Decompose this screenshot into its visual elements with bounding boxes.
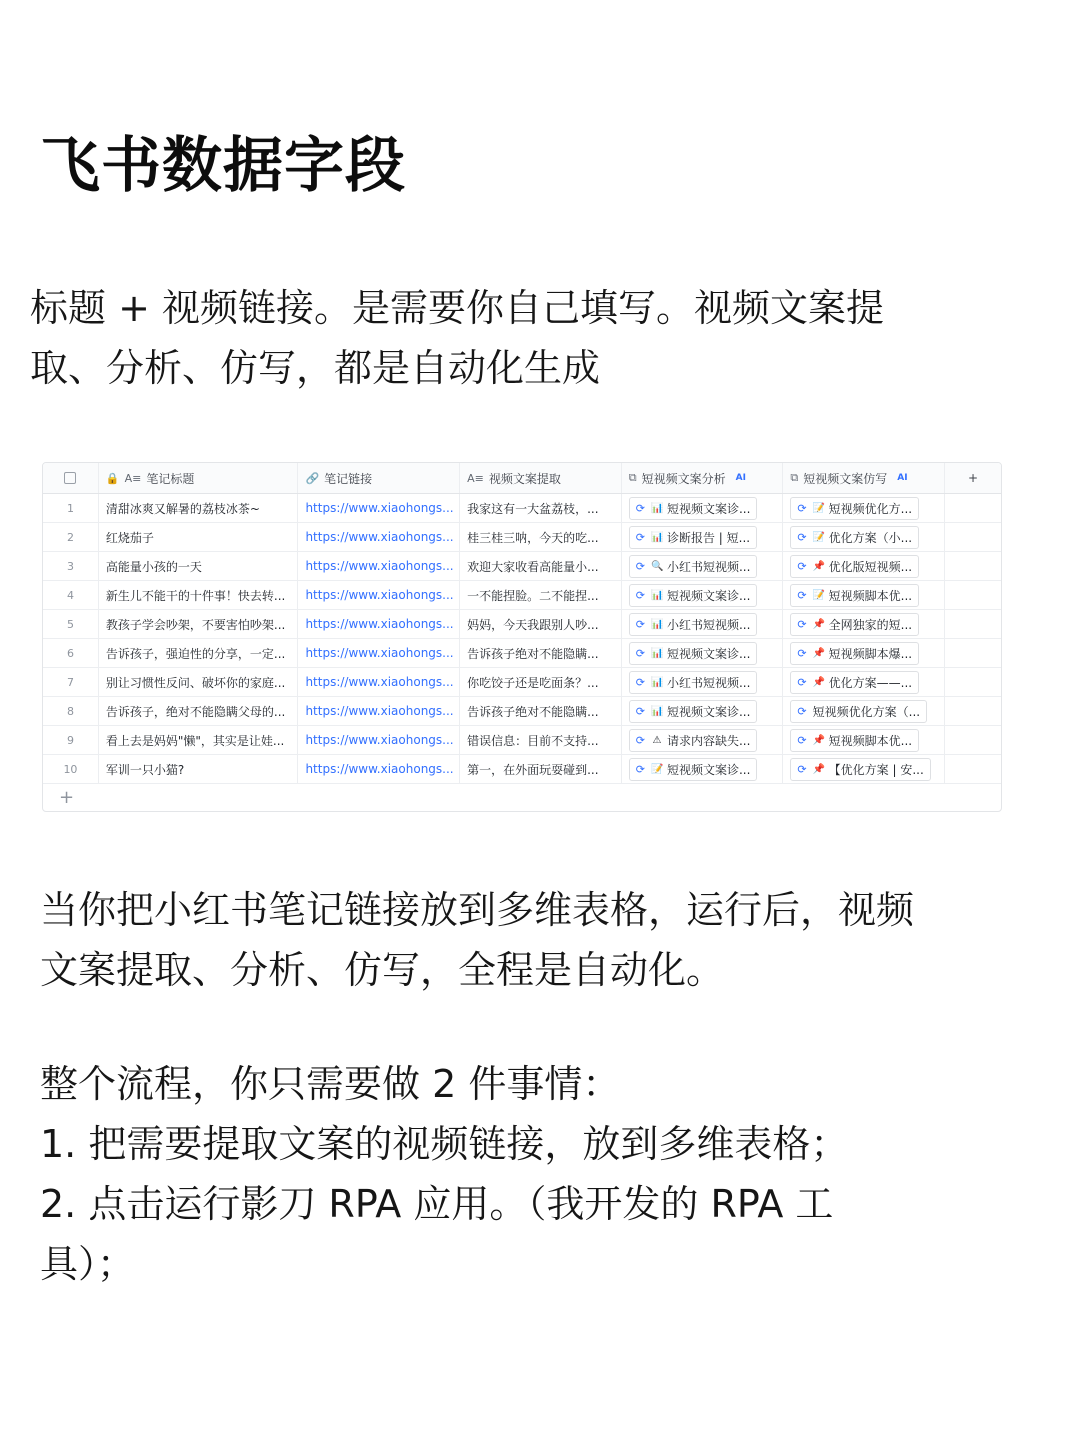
link-text[interactable]: https://www.xiaohongs... [305, 704, 454, 718]
column-header-link-label: 笔记链接 [324, 471, 373, 486]
analysis-doc-pill[interactable] [629, 729, 758, 752]
data-table [42, 462, 1002, 812]
table-row[interactable] [43, 755, 1001, 784]
doc-link-icon: ⟳ [635, 704, 645, 718]
empty-cell [945, 610, 1001, 638]
analysis-cell[interactable] [622, 581, 784, 609]
link-text[interactable]: https://www.xiaohongs... [305, 501, 454, 515]
table-row[interactable] [43, 726, 1001, 755]
imitate-doc-pill[interactable] [790, 497, 919, 520]
select-all-cell[interactable] [43, 463, 99, 493]
column-header-extract[interactable] [460, 463, 622, 493]
linked-doc-icon: ⧉ [790, 471, 799, 484]
link-cell[interactable] [298, 552, 460, 580]
imitate-cell[interactable] [783, 639, 945, 667]
analysis-emoji-icon: ⚠ [652, 734, 662, 746]
ai-badge: AI [735, 473, 746, 483]
imitate-doc-pill[interactable] [790, 613, 919, 636]
row-number: 2 [43, 523, 99, 551]
link-cell[interactable] [298, 755, 460, 783]
analysis-emoji-icon: 📊 [650, 531, 664, 543]
empty-cell [945, 581, 1001, 609]
row-number: 1 [43, 494, 99, 522]
title-cell[interactable] [99, 697, 299, 725]
analysis-doc-pill[interactable] [629, 613, 758, 636]
doc-link-icon: ⟳ [797, 617, 807, 631]
analysis-doc-pill[interactable] [629, 700, 758, 723]
extract-text: 告诉孩子绝对不能隐瞒... [467, 704, 599, 719]
extract-cell[interactable] [460, 755, 622, 783]
analysis-doc-pill[interactable] [629, 758, 758, 781]
analysis-emoji-icon: 📊 [650, 676, 664, 688]
extract-text: 我家这有一大盆荔枝，... [467, 501, 599, 516]
analysis-cell[interactable] [622, 523, 784, 551]
link-text[interactable]: https://www.xiaohongs... [305, 646, 454, 660]
imitate-emoji-icon: 📝 [812, 502, 826, 514]
analysis-doc-title: 短视频文案诊... [666, 501, 751, 516]
imitate-doc-pill[interactable] [790, 526, 919, 549]
link-cell[interactable] [298, 494, 460, 522]
extract-text: 欢迎大家收看高能量小... [467, 559, 599, 574]
row-number: 5 [43, 610, 99, 638]
analysis-doc-title: 短视频文案诊... [666, 588, 751, 603]
imitate-doc-pill[interactable] [790, 729, 919, 752]
analysis-cell[interactable] [622, 668, 784, 696]
link-text[interactable]: https://www.xiaohongs... [305, 733, 454, 747]
title-text: 别让习惯性反问、破坏你的家庭... [105, 675, 286, 690]
empty-cell [945, 755, 1001, 783]
link-cell[interactable] [298, 639, 460, 667]
empty-cell [945, 552, 1001, 580]
extract-cell[interactable] [460, 726, 622, 754]
imitate-doc-title: 优化方案——... [828, 675, 913, 690]
ai-badge: AI [897, 473, 908, 483]
analysis-doc-title: 短视频文案诊... [666, 762, 751, 777]
page-title: 飞书数据字段 [40, 131, 406, 201]
imitate-doc-pill[interactable] [790, 642, 919, 665]
doc-link-icon: ⟳ [635, 733, 645, 747]
lock-icon: 🔒 [105, 471, 120, 485]
doc-link-icon: ⟳ [635, 675, 645, 689]
imitate-cell[interactable] [783, 494, 945, 522]
imitate-doc-title: 全网独家的短... [828, 617, 913, 632]
imitate-cell[interactable] [783, 668, 945, 696]
link-text[interactable]: https://www.xiaohongs... [305, 617, 454, 631]
analysis-emoji-icon: 🔍 [650, 560, 664, 572]
extract-text: 妈妈，今天我跟别人吵... [467, 617, 599, 632]
imitate-doc-pill[interactable] [790, 700, 927, 723]
text-field-icon: A≡ [124, 471, 142, 485]
doc-link-icon: ⟳ [797, 675, 807, 689]
analysis-cell[interactable] [622, 494, 784, 522]
title-text: 高能量小孩的一天 [105, 559, 202, 574]
doc-link-icon: ⟳ [635, 559, 645, 573]
body-paragraph-2: 整个流程，你只需要做 2 件事情： 1. 把需要提取文案的视频链接，放到多维表格； 2. 点击运行影刀 RPA 应用。（我开发的 RPA 工 具）； [40, 1062, 849, 1286]
link-cell[interactable] [298, 610, 460, 638]
imitate-cell[interactable] [783, 523, 945, 551]
imitate-doc-title: 优化版短视频... [828, 559, 913, 574]
title-text: 清甜冰爽又解暑的荔枝冰茶~ [105, 501, 260, 516]
imitate-emoji-icon: 📝 [812, 589, 826, 601]
row-number: 9 [43, 726, 99, 754]
imitate-cell[interactable] [783, 581, 945, 609]
imitate-cell[interactable] [783, 610, 945, 638]
doc-link-icon: ⟳ [797, 762, 807, 776]
row-number: 10 [43, 755, 99, 783]
analysis-doc-title: 诊断报告 | 短... [666, 530, 751, 545]
analysis-doc-title: 短视频文案诊... [666, 646, 751, 661]
add-column-button[interactable]: + [968, 471, 979, 485]
extract-text: 一不能捏脸。二不能捏... [467, 588, 599, 603]
analysis-doc-title: 请求内容缺失... [666, 733, 751, 748]
analysis-doc-pill[interactable] [629, 671, 758, 694]
title-cell[interactable] [99, 581, 299, 609]
link-cell[interactable] [298, 697, 460, 725]
extract-text: 告诉孩子绝对不能隐瞒... [467, 646, 599, 661]
column-header-analysis-label: 短视频文案分析 [641, 471, 726, 486]
analysis-doc-title: 小红书短视频... [666, 617, 751, 632]
title-cell[interactable] [99, 755, 299, 783]
analysis-doc-pill[interactable] [629, 555, 758, 578]
column-header-extract-label: 视频文案提取 [488, 471, 561, 486]
analysis-emoji-icon: 📊 [650, 705, 664, 717]
table-row[interactable] [43, 523, 1001, 552]
imitate-doc-title: 【优化方案 | 安... [828, 762, 924, 777]
analysis-doc-title: 小红书短视频... [666, 559, 751, 574]
imitate-doc-title: 短视频优化方案（... [812, 704, 921, 719]
title-cell[interactable] [99, 639, 299, 667]
doc-link-icon: ⟳ [797, 704, 807, 718]
imitate-doc-pill[interactable] [790, 584, 919, 607]
column-header-imitate-label: 短视频文案仿写 [803, 471, 888, 486]
empty-cell [945, 726, 1001, 754]
title-cell[interactable] [99, 552, 299, 580]
link-cell[interactable] [298, 523, 460, 551]
doc-link-icon: ⟳ [797, 501, 807, 515]
analysis-doc-pill[interactable] [629, 642, 758, 665]
imitate-doc-title: 短视频优化方... [828, 501, 913, 516]
analysis-doc-pill[interactable] [629, 584, 758, 607]
link-cell[interactable] [298, 581, 460, 609]
imitate-emoji-icon: 📌 [812, 618, 826, 630]
table-header-row [43, 463, 1001, 494]
doc-link-icon: ⟳ [797, 646, 807, 660]
title-cell[interactable] [99, 726, 299, 754]
imitate-doc-pill[interactable] [790, 555, 919, 578]
extract-cell[interactable] [460, 494, 622, 522]
select-all-checkbox[interactable] [64, 472, 76, 484]
extract-cell[interactable] [460, 523, 622, 551]
link-icon: 🔗 [305, 471, 320, 485]
imitate-emoji-icon: 📌 [812, 734, 826, 746]
analysis-cell[interactable] [622, 697, 784, 725]
row-number: 8 [43, 697, 99, 725]
analysis-doc-title: 短视频文案诊... [666, 704, 751, 719]
table-row[interactable] [43, 581, 1001, 610]
link-cell[interactable] [298, 726, 460, 754]
row-number: 3 [43, 552, 99, 580]
analysis-cell[interactable] [622, 610, 784, 638]
column-header-title[interactable] [99, 463, 299, 493]
title-cell[interactable] [99, 523, 299, 551]
title-cell[interactable] [99, 610, 299, 638]
link-cell[interactable] [298, 668, 460, 696]
analysis-cell[interactable] [622, 639, 784, 667]
doc-link-icon: ⟳ [797, 733, 807, 747]
empty-cell [945, 494, 1001, 522]
extract-text: 错误信息：目前不支持... [467, 733, 599, 748]
link-text[interactable]: https://www.xiaohongs... [305, 588, 454, 602]
imitate-emoji-icon: 📌 [812, 560, 826, 572]
extract-cell[interactable] [460, 639, 622, 667]
table-row[interactable] [43, 668, 1001, 697]
doc-link-icon: ⟳ [635, 530, 645, 544]
imitate-doc-pill[interactable] [790, 758, 930, 781]
imitate-cell[interactable] [783, 726, 945, 754]
table-row[interactable] [43, 552, 1001, 581]
row-number: 6 [43, 639, 99, 667]
link-text[interactable]: https://www.xiaohongs... [305, 762, 454, 776]
row-number: 4 [43, 581, 99, 609]
table-row[interactable] [43, 639, 1001, 668]
title-text: 军训一只小猫? [105, 762, 185, 777]
analysis-doc-pill[interactable] [629, 526, 757, 549]
analysis-cell[interactable] [622, 552, 784, 580]
empty-cell [945, 697, 1001, 725]
analysis-emoji-icon: 📊 [650, 647, 664, 659]
title-text: 告诉孩子，强迫性的分享，一定... [105, 646, 286, 661]
analysis-doc-pill[interactable] [629, 497, 758, 520]
extract-cell[interactable] [460, 697, 622, 725]
body-paragraph-1: 当你把小红书笔记链接放到多维表格，运行后，视频 文案提取、分析、仿写，全程是自动化。 [40, 888, 915, 992]
extract-text: 第一，在外面玩耍碰到... [467, 762, 599, 777]
analysis-emoji-icon: 📊 [650, 502, 664, 514]
table-row[interactable] [43, 610, 1001, 639]
doc-link-icon: ⟳ [635, 762, 645, 776]
imitate-doc-pill[interactable] [790, 671, 919, 694]
title-text: 告诉孩子，绝对不能隐瞒父母的... [105, 704, 286, 719]
doc-link-icon: ⟳ [635, 588, 645, 602]
intro-paragraph: 标题 + 视频链接。是需要你自己填写。视频文案提 取、分析、仿写，都是自动化生成 [30, 286, 885, 390]
analysis-emoji-icon: 📊 [650, 589, 664, 601]
column-header-title-label: 笔记标题 [146, 471, 195, 486]
imitate-emoji-icon: 📌 [812, 647, 826, 659]
text-field-icon: A≡ [467, 471, 484, 485]
title-text: 红烧茄子 [105, 530, 154, 545]
empty-cell [945, 668, 1001, 696]
extract-cell[interactable] [460, 581, 622, 609]
column-header-link[interactable] [298, 463, 460, 493]
title-cell[interactable] [99, 494, 299, 522]
analysis-cell[interactable] [622, 726, 784, 754]
imitate-doc-title: 短视频脚本优... [828, 733, 913, 748]
analysis-doc-title: 小红书短视频... [666, 675, 751, 690]
imitate-cell[interactable] [783, 697, 945, 725]
analysis-emoji-icon: 📊 [650, 618, 664, 630]
linked-doc-icon: ⧉ [628, 471, 637, 484]
doc-link-icon: ⟳ [635, 501, 645, 515]
title-text: 新生儿不能干的十件事！快去转... [105, 588, 286, 603]
add-row-button[interactable]: + [59, 787, 75, 808]
analysis-cell[interactable] [622, 755, 784, 783]
table-body [43, 494, 1001, 784]
table-row[interactable] [43, 494, 1001, 523]
extract-text: 你吃饺子还是吃面条？... [467, 675, 599, 690]
link-text[interactable]: https://www.xiaohongs... [305, 675, 454, 689]
doc-link-icon: ⟳ [797, 559, 807, 573]
imitate-cell[interactable] [783, 552, 945, 580]
link-text[interactable]: https://www.xiaohongs... [305, 559, 454, 573]
imitate-doc-title: 短视频脚本优... [828, 588, 913, 603]
title-cell[interactable] [99, 668, 299, 696]
extract-cell[interactable] [460, 552, 622, 580]
empty-cell [945, 639, 1001, 667]
title-text: 教孩子学会吵架，不要害怕吵架... [105, 617, 286, 632]
doc-link-icon: ⟳ [797, 530, 807, 544]
row-number: 7 [43, 668, 99, 696]
imitate-doc-title: 短视频脚本爆... [828, 646, 913, 661]
column-header-imitate[interactable] [783, 463, 945, 493]
extract-cell[interactable] [460, 668, 622, 696]
imitate-cell[interactable] [783, 755, 945, 783]
imitate-emoji-icon: 📌 [812, 763, 826, 775]
imitate-emoji-icon: 📝 [812, 531, 826, 543]
table-row[interactable] [43, 697, 1001, 726]
doc-link-icon: ⟳ [635, 617, 645, 631]
imitate-doc-title: 优化方案（小... [828, 530, 913, 545]
title-text: 看上去是妈妈"懒"，其实是让娃... [105, 733, 285, 748]
doc-link-icon: ⟳ [635, 646, 645, 660]
extract-text: 桂三桂三呐，今天的吃... [467, 530, 599, 545]
link-text[interactable]: https://www.xiaohongs... [305, 530, 454, 544]
extract-cell[interactable] [460, 610, 622, 638]
analysis-emoji-icon: 📝 [650, 763, 664, 775]
empty-cell [945, 523, 1001, 551]
doc-link-icon: ⟳ [797, 588, 807, 602]
imitate-emoji-icon: 📌 [812, 676, 826, 688]
column-header-analysis[interactable] [622, 463, 784, 493]
